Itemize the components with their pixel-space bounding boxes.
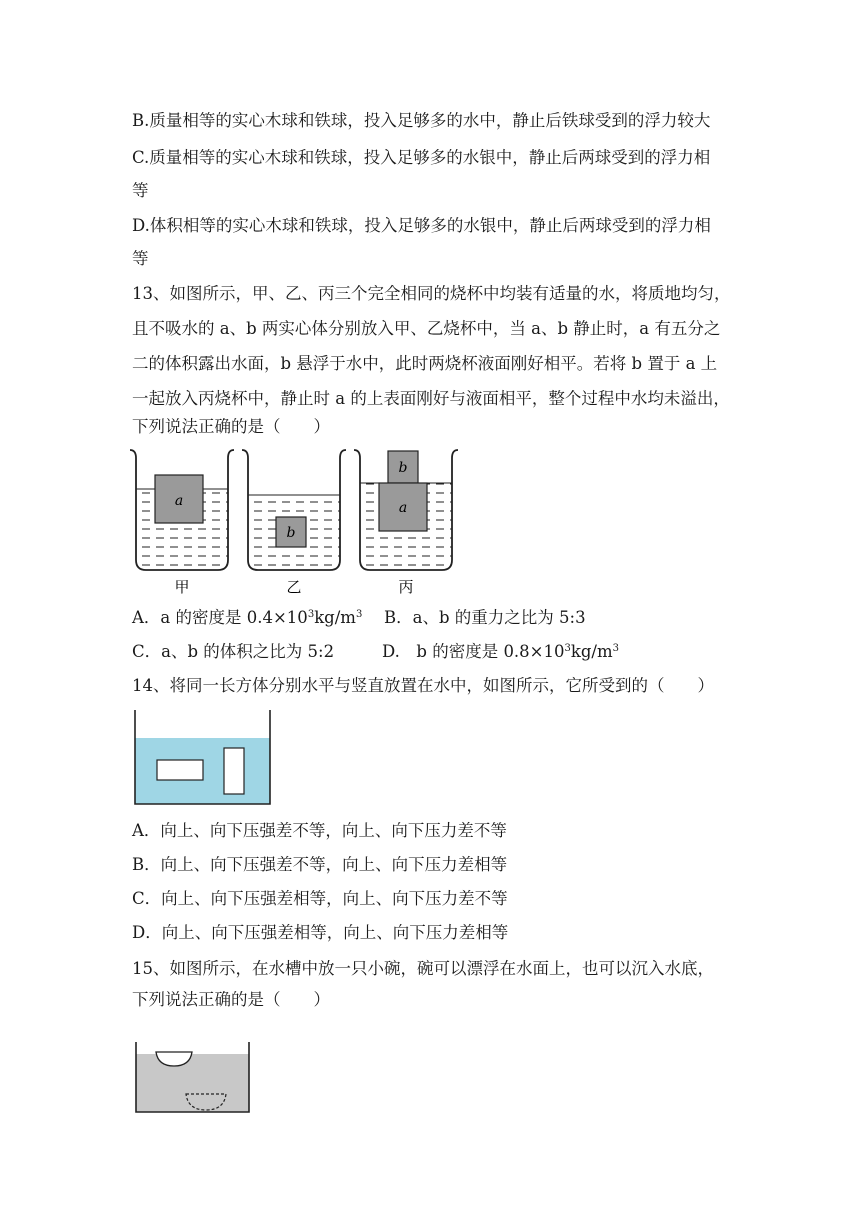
q14-option-b: B．向上、向下压强差不等，向上、向下压力差相等 [132, 855, 508, 874]
block-a-label: a [174, 493, 184, 509]
q13-beakers-figure [126, 444, 466, 596]
q13-option-a-text: A．a 的密度是 0.4×10 [132, 608, 308, 627]
q14-option-a: A．向上、向下压强差不等，向上、向下压力差不等 [132, 821, 507, 840]
q13-option-d-unit: kg/m [570, 642, 613, 661]
q14-option-d: D．向上、向下压强差相等，向上、向下压力差相等 [132, 923, 509, 942]
q13-option-b: B．a、b 的重力之比为 5:3 [384, 608, 586, 627]
q13-option-a-unit-exp: 3 [355, 609, 363, 620]
caption-jia: 甲 [174, 578, 190, 596]
q15-stem-line2: 下列说法正确的是（ ） [132, 990, 330, 1009]
q13-option-c: C．a、b 的体积之比为 5:2 [132, 642, 335, 661]
q14-tank-figure [130, 708, 276, 808]
q13-stem-line5: 下列说法正确的是（ ） [132, 417, 330, 436]
block-a-stacked-label: a [398, 500, 408, 516]
beaker-yi [242, 450, 346, 570]
q14-block-horizontal [157, 760, 203, 780]
q13-option-d-unit-exp: 3 [612, 643, 620, 654]
q12-option-c-line2: 等 [132, 181, 149, 200]
caption-yi: 乙 [286, 578, 302, 596]
q13-option-d [382, 641, 619, 663]
q12-option-c-line1: C.质量相等的实心木球和铁球，投入足够多的水银中，静止后两球受到的浮力相 [132, 148, 711, 167]
q13-option-d-text: D. b 的密度是 0.8×10 [382, 642, 565, 661]
beaker-bing [354, 450, 458, 570]
q13-option-d-exp: 3 [564, 643, 571, 654]
q13-stem-line1: 13、如图所示，甲、乙、丙三个完全相同的烧杯中均装有适量的水，将质地均匀， [132, 284, 731, 303]
q13-stem-line4: 一起放入丙烧杯中，静止时 a 的上表面刚好与液面相平，整个过程中水均未溢出， [132, 389, 730, 408]
q13-option-a-unit: kg/m [314, 608, 356, 627]
q14-option-c: C．向上、向下压强差相等，向上、向下压力差不等 [132, 889, 508, 908]
q15-water [136, 1054, 249, 1112]
q13-stem-line2: 且不吸水的 a、b 两实心体分别放入甲、乙烧杯中，当 a、b 静止时，a 有五分之 [132, 319, 721, 338]
q15-stem-line1: 15、如图所示，在水槽中放一只小碗，碗可以漂浮在水面上，也可以沉入水底， [132, 959, 714, 978]
q13-stem-line3: 二的体积露出水面，b 悬浮于水中，此时两烧杯液面刚好相平。若将 b 置于 a 上 [132, 354, 718, 373]
q14-block-vertical [224, 748, 244, 794]
q13-option-a-exp: 3 [307, 609, 315, 620]
beaker-jia [130, 450, 234, 570]
q12-option-d-line2: 等 [132, 249, 149, 268]
q12-option-d-line1: D.体积相等的实心木球和铁球，投入足够多的水银中，静止后两球受到的浮力相 [132, 216, 711, 235]
q14-stem: 14、将同一长方体分别水平与竖直放置在水中，如图所示，它所受到的（ ） [132, 676, 714, 695]
block-b-label: b [286, 525, 296, 541]
q15-sink-figure [130, 1040, 256, 1116]
block-b-stacked-label: b [398, 460, 408, 476]
q12-option-b: B.质量相等的实心木球和铁球，投入足够多的水中，静止后铁球受到的浮力较大 [132, 111, 711, 130]
caption-bing: 丙 [398, 578, 414, 596]
q13-option-a [132, 607, 362, 629]
